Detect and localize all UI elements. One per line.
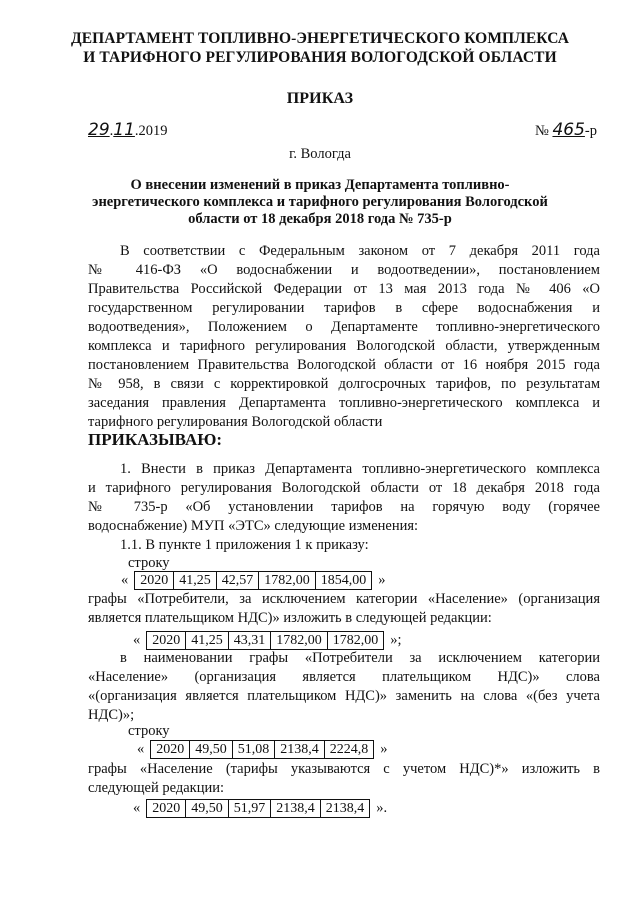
row-word: строку: [128, 723, 170, 739]
tariff-cell: 1782,00: [271, 632, 328, 650]
document-type: ПРИКАЗ: [286, 90, 354, 107]
paragraph-line: следующей редакции:: [88, 780, 225, 796]
close-quote: »: [378, 572, 386, 588]
tariff-cell: 2138,4: [320, 800, 370, 818]
order-number: [535, 120, 597, 140]
item1-line: 1. Внести в приказ Департамента топливно-энергетического комплекса: [120, 461, 600, 477]
preamble-line: комплекса и тарифного регулирования Вологодской области, утвержденным: [88, 338, 600, 354]
tariff-cell: 1782,00: [259, 572, 316, 590]
item1-line: и тарифного регулирования Вологодской области от 18 декабря 2018 года: [88, 480, 600, 496]
tariff-cell: 2020: [135, 572, 174, 590]
title-line: О внесении изменений в приказ Департамента топливно-: [130, 177, 510, 193]
tariff-row-table: [134, 571, 372, 590]
preamble-line: водоотведения», Положением о Департаменте топливно-энергетического: [88, 319, 600, 335]
title-line: энергетического комплекса и тарифного регулирования Вологодской: [92, 194, 548, 210]
open-quote: «: [137, 741, 145, 757]
tariff-row-table: [146, 799, 370, 818]
preamble-line: заседания правления Департамента топливно-энергетического комплекса и: [88, 395, 600, 411]
tariff-cell: 2020: [147, 632, 186, 650]
tariff-cell: 1782,00: [327, 632, 384, 650]
item1-line: № 735-р «Об установлении тарифов на горячую воду (горячее: [88, 499, 600, 515]
date-year: .2019: [134, 123, 168, 139]
title-line: области от 18 декабря 2018 года № 735-р: [188, 211, 452, 227]
paragraph-line: графы «Потребители, за исключением категории «Население» (организация: [88, 591, 600, 607]
open-quote: «: [121, 572, 129, 588]
paragraph-line: «Население» (организация является плательщиком НДС)» слова: [88, 669, 600, 685]
paragraph-line: НДС)»;: [88, 707, 135, 723]
tariff-cell: 49,50: [186, 800, 229, 818]
date-month-handwritten: 11: [113, 120, 135, 140]
order-date: 29.11.2019: [88, 120, 168, 140]
tariff-cell: 2020: [147, 800, 186, 818]
tariff-cell: 41,25: [186, 632, 229, 650]
close-quote-dot: ».: [376, 800, 388, 816]
row2-old: [137, 740, 388, 759]
preamble-line: № 416-ФЗ «О водоснабжении и водоотведении», постановлением: [88, 262, 600, 278]
tariff-row-table: [146, 631, 384, 650]
close-quote-semicolon: »;: [390, 632, 402, 648]
number-suffix: -р: [584, 123, 598, 139]
tariff-cell: 51,97: [228, 800, 271, 818]
row2-new: [133, 799, 387, 818]
tariff-cell: 42,57: [216, 572, 259, 590]
tariff-cell: 2138,4: [275, 741, 325, 759]
tariff-cell: 2138,4: [271, 800, 321, 818]
date-day-handwritten: 29: [88, 120, 110, 140]
order-word: ПРИКАЗЫВАЮ:: [88, 430, 223, 449]
row1-new: [133, 631, 402, 650]
number-handwritten: 465: [552, 120, 585, 140]
tariff-cell: 43,31: [228, 632, 271, 650]
tariff-cell: 51,08: [232, 741, 275, 759]
paragraph-line: в наименовании графы «Потребители за исключением категории: [120, 650, 600, 666]
preamble-line: тарифного регулирования Вологодской области: [88, 414, 383, 430]
order-title: [0, 177, 640, 228]
preamble-line: государственном регулировании тарифов в сфере водоснабжения и: [88, 300, 600, 316]
preamble-line: постановлением Правительства Вологодской области от 16 ноября 2015 года: [88, 357, 600, 373]
row-word: строку: [128, 555, 170, 571]
row1-old: [121, 571, 386, 590]
number-prefix: №: [535, 123, 549, 139]
close-quote: »: [380, 741, 388, 757]
open-quote: «: [133, 632, 141, 648]
preamble-line: Правительства Российской Федерации от 13 мая 2013 года № 406 «О: [88, 281, 600, 297]
paragraph-line: является плательщиком НДС)» изложить в следующей редакции:: [88, 610, 492, 626]
tariff-cell: 41,25: [174, 572, 217, 590]
item1-1: 1.1. В пункте 1 приложения 1 к приказу:: [120, 537, 369, 553]
city: г. Вологда: [289, 146, 351, 162]
open-quote: «: [133, 800, 141, 816]
preamble-line: № 958, в связи с корректировкой долгосрочных тарифов, по результатам: [88, 376, 600, 392]
item1-line: водоснабжение) МУП «ЭТС» следующие изменения:: [88, 518, 419, 534]
tariff-cell: 2224,8: [324, 741, 374, 759]
org-name-line2: И ТАРИФНОГО РЕГУЛИРОВАНИЯ ВОЛОГОДСКОЙ ОБЛАСТИ: [83, 49, 557, 66]
tariff-cell: 2020: [151, 741, 190, 759]
paragraph-line: графы «Население (тарифы указываются с учетом НДС)*» изложить в: [88, 761, 600, 777]
tariff-row-table: [150, 740, 374, 759]
tariff-cell: 1854,00: [315, 572, 372, 590]
preamble-line: В соответствии с Федеральным законом от 7 декабря 2011 года: [120, 243, 600, 259]
paragraph-line: «(организация является плательщиком НДС)» заменить на слова «(без учета: [88, 688, 600, 704]
org-name-line1: ДЕПАРТАМЕНТ ТОПЛИВНО-ЭНЕРГЕТИЧЕСКОГО КОМПЛЕКСА: [70, 30, 570, 47]
tariff-cell: 49,50: [190, 741, 233, 759]
